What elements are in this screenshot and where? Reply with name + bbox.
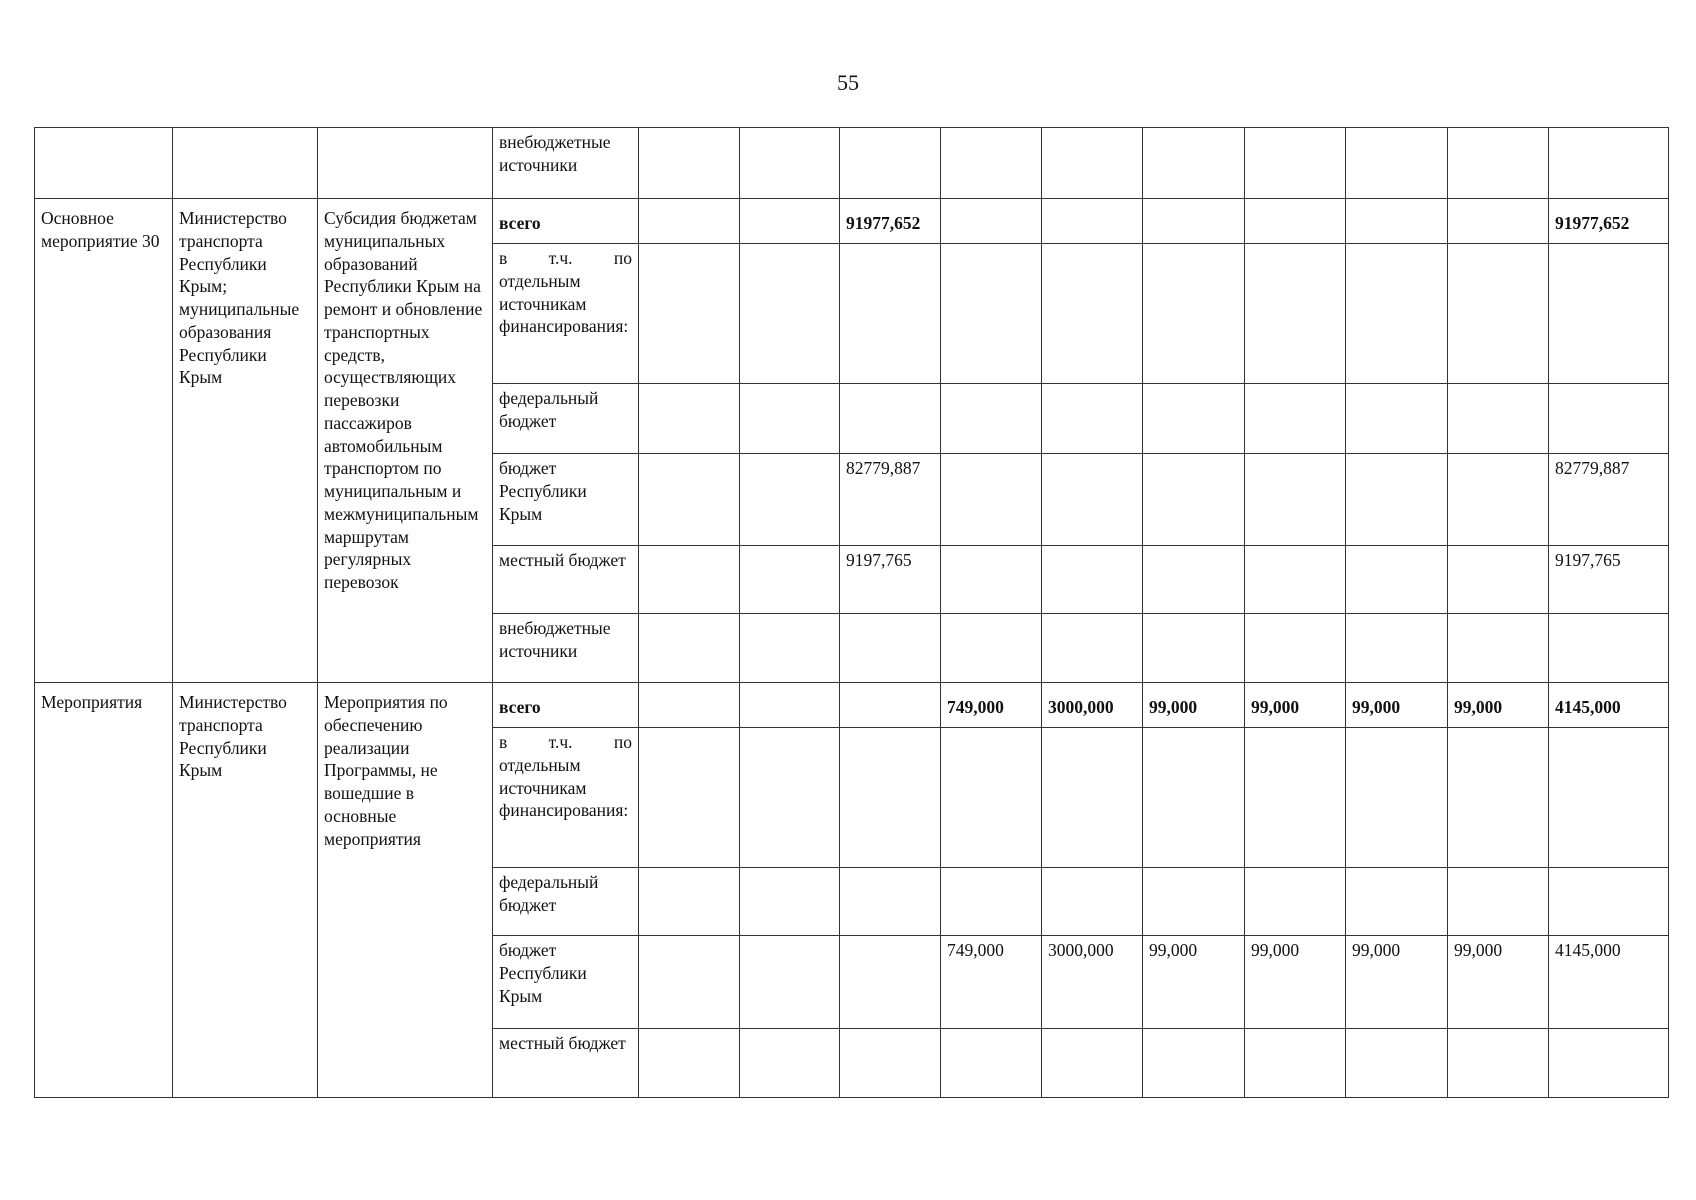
value-cell [1346,546,1448,614]
value-cell [639,199,740,244]
value-cell [740,728,840,868]
value-cell: 4145,000 [1549,936,1669,1029]
value-cell: 99,000 [1245,936,1346,1029]
value-cell [1245,244,1346,384]
value-cell [1042,128,1143,199]
value-cell [840,244,941,384]
value-cell [1143,199,1245,244]
value-cell: 99,000 [1143,936,1245,1029]
value-cell [1448,199,1549,244]
value-cell [1346,1029,1448,1098]
value-cell [1346,454,1448,546]
value-cell [1245,1029,1346,1098]
value-cell: 749,000 [941,936,1042,1029]
value-cell [639,454,740,546]
value-cell [1143,868,1245,936]
value-cell: 99,000 [1448,683,1549,728]
value-cell [740,384,840,454]
value-cell [1245,614,1346,683]
value-cell [740,936,840,1029]
value-cell: 99,000 [1245,683,1346,728]
value-cell [1346,868,1448,936]
source-cell: бюджет Республики Крым [493,936,639,1029]
value-cell [1042,868,1143,936]
value-cell [840,1029,941,1098]
value-cell [1143,546,1245,614]
value-cell [1245,546,1346,614]
value-cell [941,728,1042,868]
value-cell [1143,128,1245,199]
value-cell [1143,614,1245,683]
value-cell: 3000,000 [1042,936,1143,1029]
value-cell [1245,728,1346,868]
value-cell [1143,454,1245,546]
value-cell: 99,000 [1346,683,1448,728]
description-cell [318,128,493,199]
event-cell [35,128,173,199]
value-cell: 99,000 [1346,936,1448,1029]
description-cell: Мероприятия по обеспечению реализации Программы, не вошедшие в основные мероприятия [318,683,493,1098]
value-cell [941,614,1042,683]
value-cell [1448,868,1549,936]
value-cell: 749,000 [941,683,1042,728]
source-cell: в т.ч. по отдельным источникам финансирования: [493,244,639,384]
value-cell [1143,728,1245,868]
value-cell [1245,384,1346,454]
value-cell: 82779,887 [840,454,941,546]
source-cell: в т.ч. по отдельным источникам финансирования: [493,728,639,868]
value-cell [1549,384,1669,454]
value-cell [1549,1029,1669,1098]
value-cell [1346,384,1448,454]
value-cell: 82779,887 [1549,454,1669,546]
value-cell [740,546,840,614]
value-cell [941,128,1042,199]
executor-cell: Министерство транспорта Республики Крым; муниципальные образования Республики Крым [173,199,318,683]
event-cell: Мероприятия [35,683,173,1098]
value-cell [639,936,740,1029]
source-cell: всего [493,199,639,244]
value-cell [1346,614,1448,683]
source-cell: местный бюджет [493,1029,639,1098]
value-cell [1143,244,1245,384]
value-cell [1245,199,1346,244]
executor-cell [173,128,318,199]
value-cell [1549,728,1669,868]
value-cell [639,384,740,454]
value-cell [840,128,941,199]
value-cell [941,546,1042,614]
value-cell [740,868,840,936]
value-cell [1448,128,1549,199]
value-cell [1448,614,1549,683]
table-row [35,128,1669,199]
value-cell [1346,728,1448,868]
value-cell [639,683,740,728]
value-cell [740,244,840,384]
value-cell [941,454,1042,546]
value-cell [941,384,1042,454]
value-cell [639,128,740,199]
source-cell: федеральный бюджет [493,868,639,936]
value-cell [740,683,840,728]
value-cell [1042,1029,1143,1098]
value-cell [1042,546,1143,614]
value-cell [740,128,840,199]
value-cell [740,1029,840,1098]
value-cell: 9197,765 [1549,546,1669,614]
value-cell [840,936,941,1029]
value-cell: 4145,000 [1549,683,1669,728]
value-cell [1245,454,1346,546]
value-cell [1346,244,1448,384]
value-cell [1042,614,1143,683]
value-cell [1245,868,1346,936]
description-cell: Субсидия бюджетам муниципальных образований Республики Крым на ремонт и обновление транспортных средств, осуществляющих перевозки пассажиров автомобильным транспортом по муниципальным и межмуниципальным маршрутам регулярных перевозок [318,199,493,683]
value-cell [1448,1029,1549,1098]
value-cell [740,199,840,244]
source-cell: внебюджетные источники [493,614,639,683]
source-cell: федеральный бюджет [493,384,639,454]
value-cell [639,614,740,683]
value-cell [941,1029,1042,1098]
value-cell [1448,728,1549,868]
value-cell [1549,614,1669,683]
value-cell [1143,1029,1245,1098]
value-cell: 9197,765 [840,546,941,614]
value-cell [1042,199,1143,244]
source-cell: внебюджетные источники [493,128,639,199]
value-cell [1549,868,1669,936]
value-cell [840,683,941,728]
executor-cell: Министерство транспорта Республики Крым [173,683,318,1098]
value-cell [1549,244,1669,384]
value-cell [740,454,840,546]
value-cell: 91977,652 [1549,199,1669,244]
value-cell [740,614,840,683]
value-cell [639,728,740,868]
value-cell: 99,000 [1143,683,1245,728]
value-cell [1346,128,1448,199]
event-cell: Основное мероприятие 30 [35,199,173,683]
value-cell [1042,384,1143,454]
value-cell [840,868,941,936]
source-cell: бюджет Республики Крым [493,454,639,546]
value-cell [639,546,740,614]
page-number: 55 [837,70,859,95]
value-cell [1448,546,1549,614]
value-cell [941,244,1042,384]
value-cell: 99,000 [1448,936,1549,1029]
budget-table [34,127,1669,1098]
value-cell [639,1029,740,1098]
value-cell [1042,728,1143,868]
value-cell [840,728,941,868]
value-cell: 91977,652 [840,199,941,244]
value-cell [1448,454,1549,546]
value-cell [1448,244,1549,384]
value-cell [840,614,941,683]
value-cell [1143,384,1245,454]
value-cell [1042,454,1143,546]
table-row [35,683,1669,728]
value-cell [1245,128,1346,199]
value-cell [1042,244,1143,384]
value-cell [941,199,1042,244]
source-cell: всего [493,683,639,728]
value-cell [1448,384,1549,454]
value-cell [1549,128,1669,199]
value-cell: 3000,000 [1042,683,1143,728]
source-cell: местный бюджет [493,546,639,614]
value-cell [941,868,1042,936]
value-cell [639,244,740,384]
value-cell [639,868,740,936]
value-cell [1346,199,1448,244]
table-row [35,199,1669,244]
value-cell [840,384,941,454]
